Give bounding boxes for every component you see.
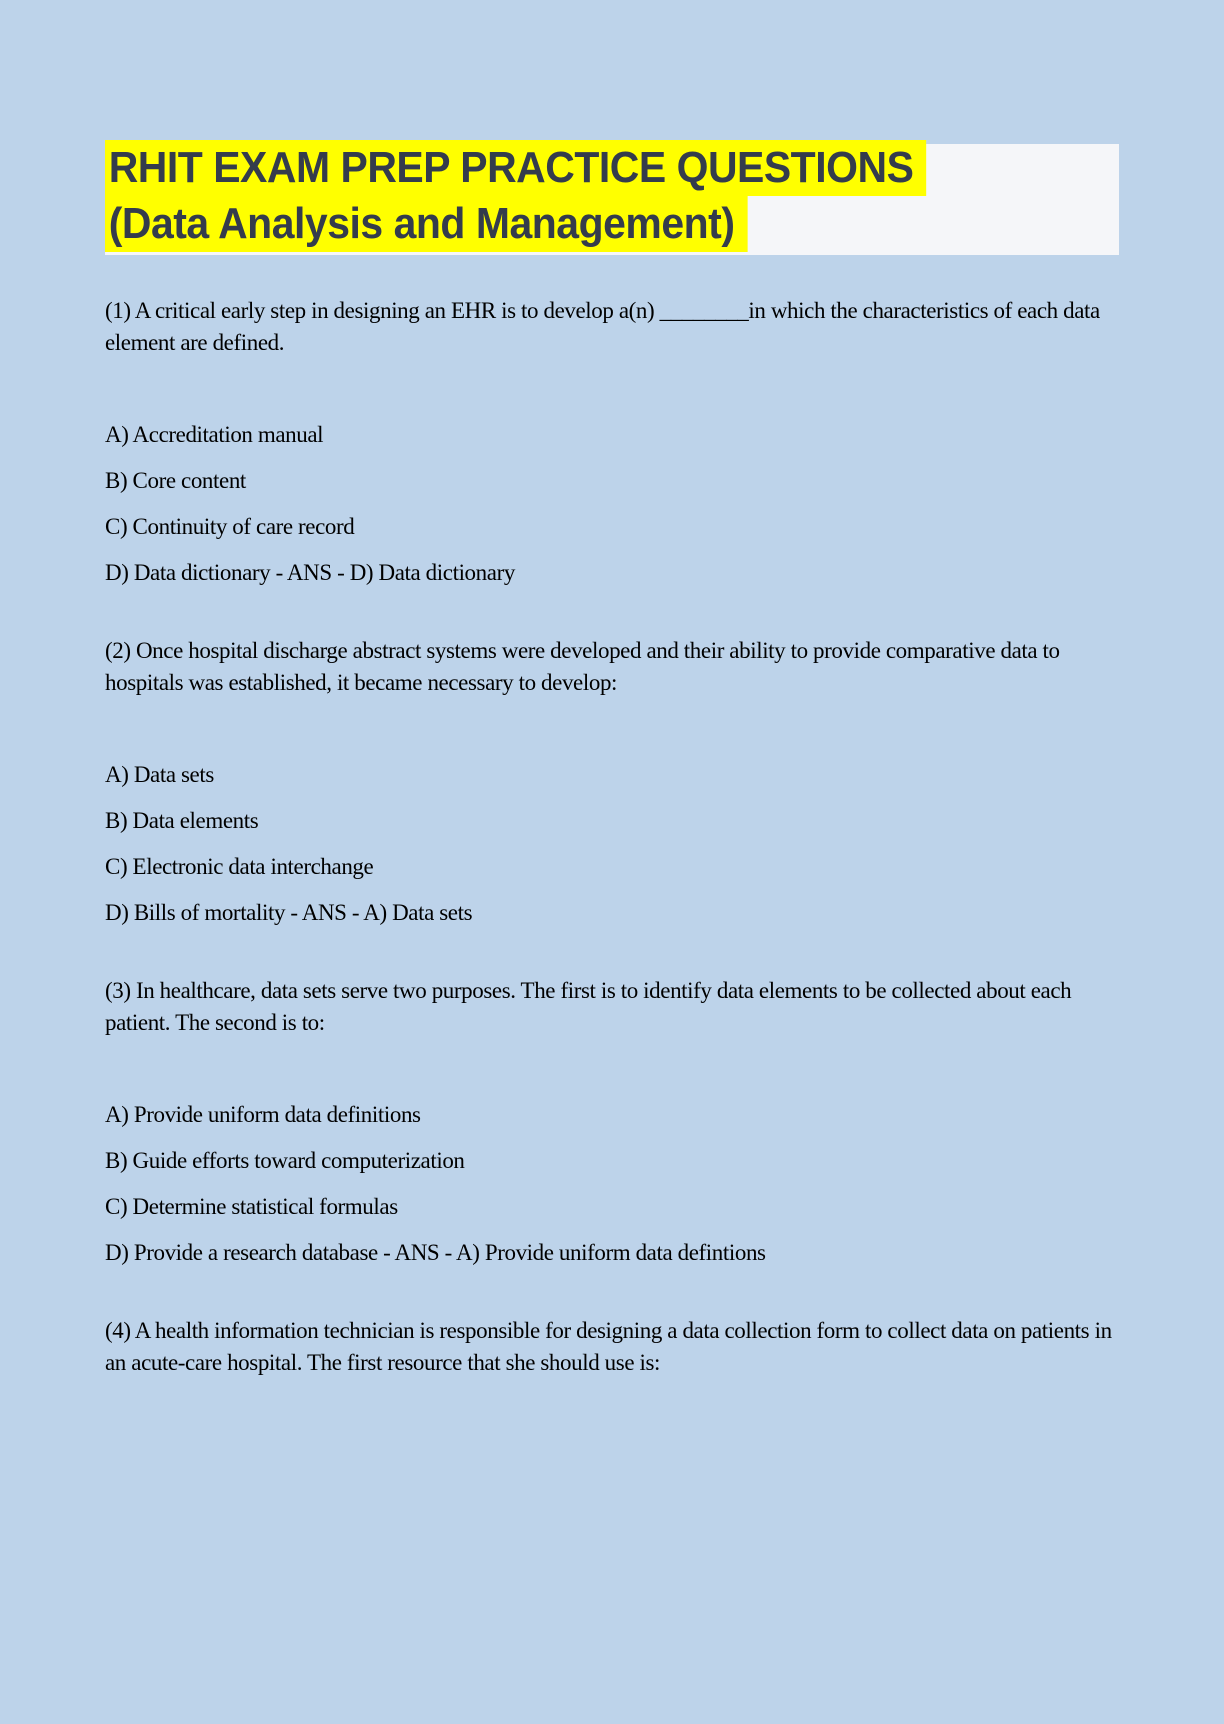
option-text: D) Provide a research database - ANS - A) Provide uniform data defintions: [105, 1240, 766, 1265]
question-block: [105, 635, 1117, 929]
option-text: D) Bills of mortality - ANS - A) Data sets: [105, 900, 473, 925]
option-text: C) Electronic data interchange: [105, 854, 374, 879]
options-list: [105, 419, 1117, 589]
option-text: C) Continuity of care record: [105, 514, 355, 539]
document-page: [0, 140, 1224, 1724]
page-title-line1: RHIT EXAM PREP PRACTICE QUESTIONS: [105, 140, 926, 196]
option-text: A) Provide uniform data definitions: [105, 1102, 421, 1127]
question-block: [105, 1315, 1117, 1379]
option-text: B) Core content: [105, 468, 246, 493]
page-title-row-1: [105, 140, 1119, 196]
question-block: [105, 975, 1117, 1269]
question-text: (3) In healthcare, data sets serve two purposes. The first is to identify data elements to be collected about each patient. The second is to:: [105, 978, 1072, 1035]
page-title-line2: (Data Analysis and Management): [105, 196, 748, 252]
question-text: (4) A health information technician is responsible for designing a data collection form to collect data on patients in an acute-care hospital. The first resource that she should use is:: [105, 1318, 1112, 1375]
options-list: [105, 1099, 1117, 1269]
option-text: D) Data dictionary - ANS - D) Data dictionary: [105, 560, 515, 585]
option-text: B) Guide efforts toward computerization: [105, 1148, 465, 1173]
option-text: A) Accreditation manual: [105, 422, 324, 447]
page-title: [105, 140, 1119, 252]
question-text: (2) Once hospital discharge abstract systems were developed and their ability to provide comparative data to hospitals was established, it became necessary to develop:: [105, 638, 1060, 695]
page-title-row-2: [105, 196, 1119, 252]
question-block: [105, 295, 1117, 589]
option-text: A) Data sets: [105, 762, 214, 787]
option-text: C) Determine statistical formulas: [105, 1194, 398, 1219]
question-text: (1) A critical early step in designing an EHR is to develop a(n) ________in which the characteristics of each data element are defined.: [105, 298, 1100, 355]
option-text: B) Data elements: [105, 808, 259, 833]
questions-list: [105, 295, 1117, 1379]
options-list: [105, 759, 1117, 929]
title-block: [105, 140, 1119, 252]
